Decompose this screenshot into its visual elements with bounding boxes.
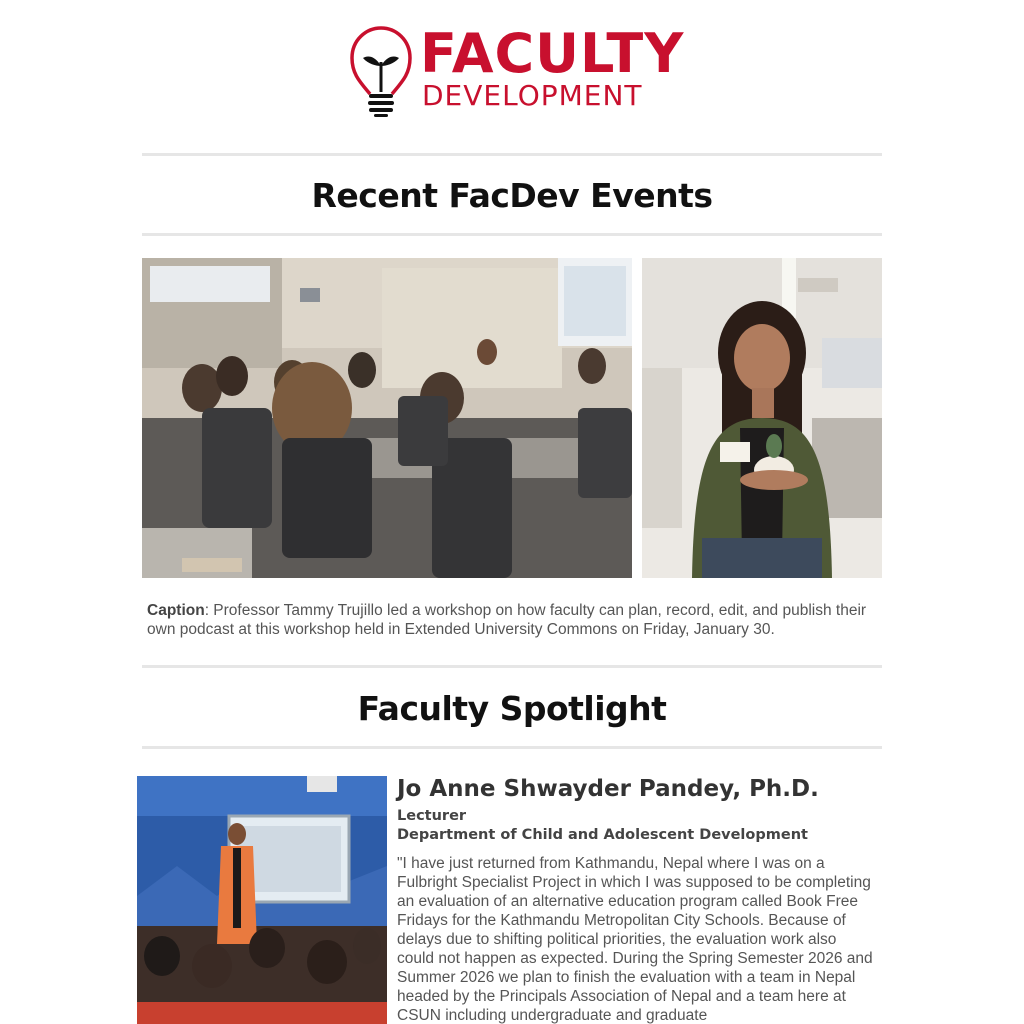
spotlight-quote: "I have just returned from Kathmandu, Nepal where I was on a Fulbright Specialist Project in which I was supposed to be completing an evaluation of an alternative education program called Book Free Fridays for the Kathmandu Metropolitan City Schools. Because of delays due to shifting political priorities, the evaluation work also could not happen as expected. During the Spring Semester 2026 and Summer 2026 we plan to finish the evaluation with a team in Nepal headed by the Principals Association of Nepal and a team here at CSUN including undergraduate and graduate: [397, 855, 873, 1024]
spotlight-heading: Faculty Spotlight: [357, 689, 667, 728]
events-heading: Recent FacDev Events: [311, 176, 713, 215]
caption-text: : Professor Tammy Trujillo led a workshop on how faculty can plan, record, edit, and publish their own podcast at this workshop held in Extended University Commons on Friday, January 30.: [147, 602, 867, 638]
logo-text-development: DEVELOPMENT: [422, 79, 643, 112]
divider: [142, 746, 882, 749]
divider: [142, 233, 882, 236]
spotlight-photo: [137, 776, 387, 1024]
logo-text-faculty: FACULTY: [420, 22, 685, 85]
spotlight-role: Lecturer: [397, 808, 467, 824]
spotlight-name: Jo Anne Shwayder Pandey, Ph.D.: [397, 776, 819, 802]
faculty-development-logo: [350, 22, 685, 118]
event-photo-workshop: [142, 258, 632, 578]
divider: [142, 153, 882, 156]
event-photo-attendee: [642, 258, 882, 578]
caption-label: Caption: [147, 602, 205, 619]
divider: [142, 665, 882, 668]
event-caption: [147, 601, 882, 639]
spotlight-department: Department of Child and Adolescent Development: [397, 827, 808, 843]
lightbulb-sprout-icon: [350, 24, 414, 118]
